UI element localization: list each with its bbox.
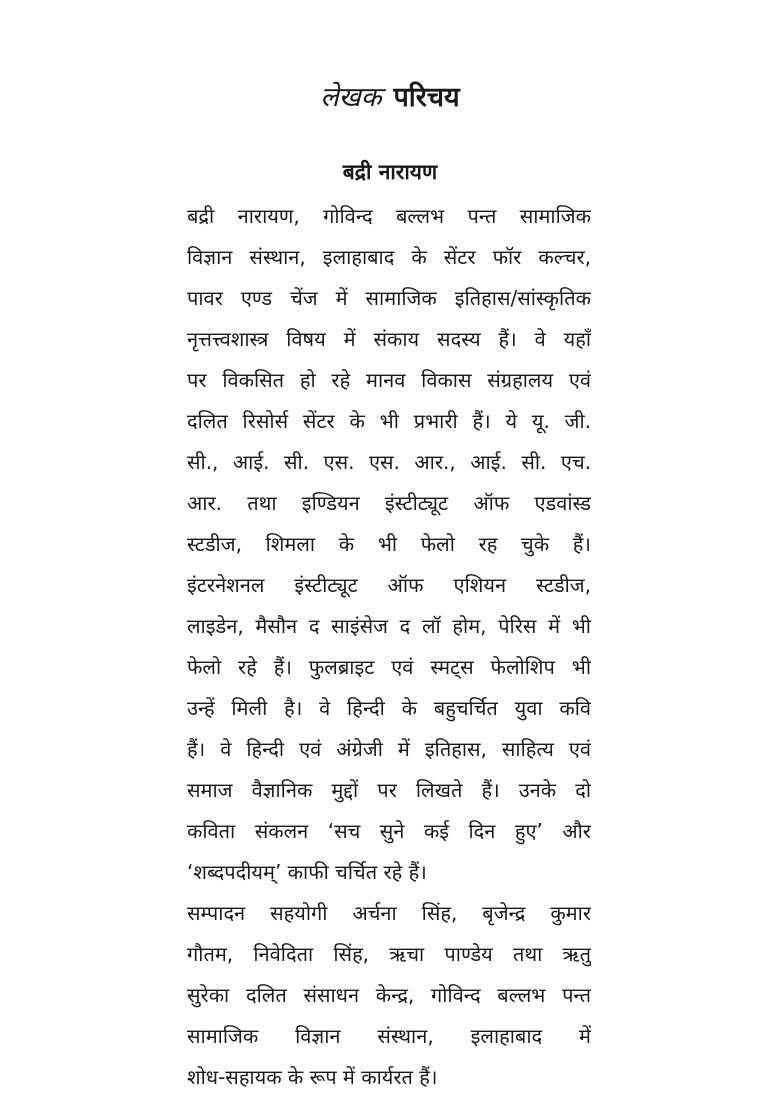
text-line: सम्पादन सहयोगी अर्चना सिंह, बृजेन्द्र कुमार bbox=[187, 901, 591, 925]
text-line: बद्री नारायण, गोविन्द बल्लभ पन्त सामाजिक bbox=[187, 204, 591, 228]
text-line: ‘शब्दपदीयम्’ काफी चर्चित रहे हैं। bbox=[187, 860, 427, 884]
text-line: कविता संकलन ‘सच सुने कई दिन हुए’ और bbox=[187, 819, 591, 843]
text-line: स्टडीज, शिमला के भी फेलो रह चुके हैं। bbox=[187, 532, 591, 556]
text-line: गौतम, निवेदिता सिंह, ऋचा पाण्डेय तथा ऋतु bbox=[187, 942, 591, 966]
text-line: नृत्तत्त्वशास्त्र विषय में संकाय सदस्य हैं। वे यहाँ bbox=[187, 327, 591, 351]
text-line: विज्ञान संस्थान, इलाहाबाद के सेंटर फॉर कल्चर, bbox=[187, 245, 591, 269]
text-line: सुरेका दलित संसाधन केन्द्र, गोविन्द बल्लभ पन्त bbox=[187, 983, 591, 1007]
text-line: लाइडेन, मैसौन द साइंसेज द लॉ होम, पेरिस में भी bbox=[187, 614, 591, 638]
author-bio bbox=[187, 196, 591, 1098]
text-line: समाज वैज्ञानिक मुद्दों पर लिखते हैं। उनके दो bbox=[187, 778, 591, 802]
text-line: दलित रिसोर्स सेंटर के भी प्रभारी हैं। ये यू. जी. bbox=[187, 409, 591, 433]
text-line: इंटरनेशनल इंस्टीट्यूट ऑफ एशियन स्टडीज, bbox=[187, 573, 591, 597]
text-line: आर. तथा इण्डियन इंस्टीट्यूट ऑफ एडवांस्ड bbox=[187, 491, 591, 515]
text-line: पावर एण्ड चेंज में सामाजिक इतिहास/सांस्कृतिक bbox=[187, 286, 591, 310]
text-line: हैं। वे हिन्दी एवं अंग्रेजी में इतिहास, साहित्य एवं bbox=[187, 737, 591, 761]
bio-paragraph-2 bbox=[187, 893, 591, 1098]
text-line: उन्हें मिली है। वे हिन्दी के बहुचर्चित युवा कवि bbox=[187, 696, 591, 720]
page-title-italic: लेखक bbox=[320, 82, 382, 113]
text-line: सामाजिक विज्ञान संस्थान, इलाहाबाद में bbox=[187, 1024, 591, 1048]
text-line: सी., आई. सी. एस. एस. आर., आई. सी. एच. bbox=[187, 450, 591, 474]
page-title bbox=[0, 78, 780, 118]
text-line: शोध-सहायक के रूप में कार्यरत हैं। bbox=[187, 1065, 438, 1089]
text-line: पर विकसित हो रहे मानव विकास संग्रहालय एवं bbox=[187, 368, 591, 392]
page-title-bold: परिचय bbox=[393, 82, 460, 113]
author-name: बद्री नारायण bbox=[342, 160, 438, 184]
text-line: फेलो रहे हैं। फुलब्राइट एवं स्मट्स फेलोशिप भी bbox=[187, 655, 591, 679]
bio-paragraph-1 bbox=[187, 196, 591, 893]
